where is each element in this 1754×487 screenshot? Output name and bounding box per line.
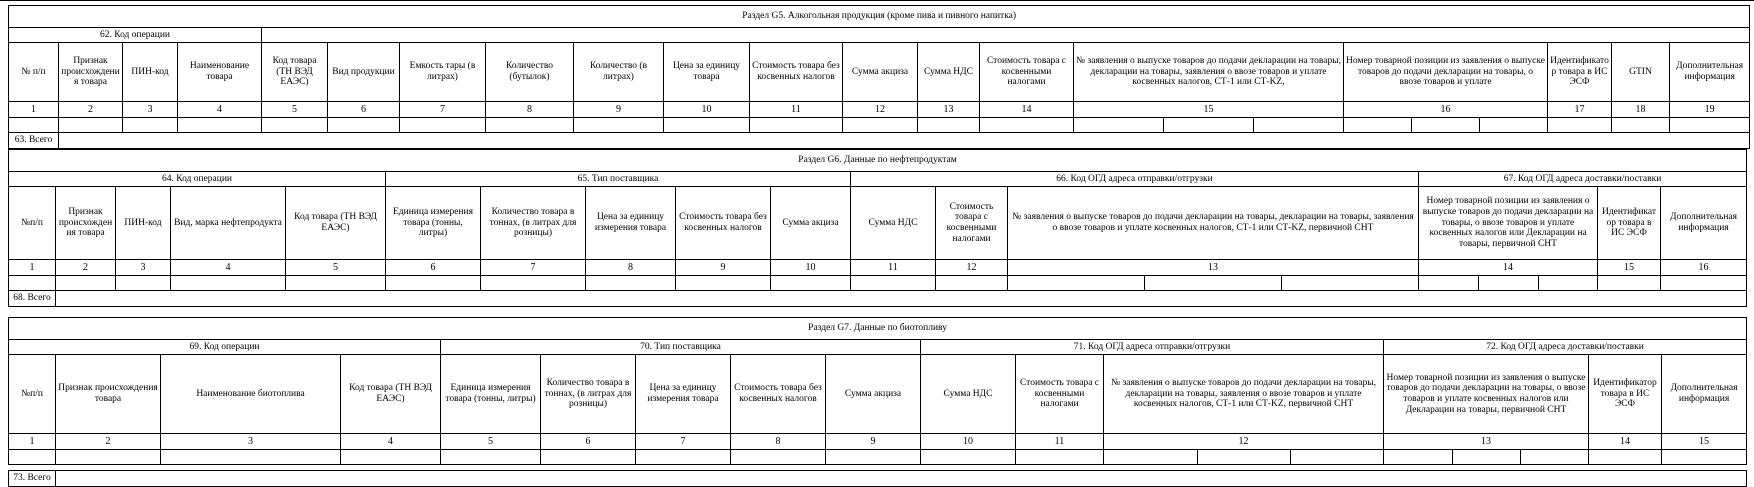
g5-total-value <box>59 133 1750 149</box>
form-sheet <box>0 5 1754 487</box>
section-gap <box>8 307 1746 317</box>
g6-column-number: 5 <box>286 260 386 276</box>
g5-data-cell <box>1074 118 1164 133</box>
g7-column-header: Наименование биотоплива <box>161 355 341 434</box>
g5-data-cell <box>1548 118 1612 133</box>
g5-data-cell <box>1412 118 1480 133</box>
g5-title-row <box>9 6 1750 28</box>
g6-column-header: Единица измерения товара (тонны, литры) <box>386 187 481 260</box>
g6-data-cell <box>1539 276 1598 291</box>
g7-column-number: 7 <box>636 434 731 450</box>
g7-column-header: № заявления о выпуске товаров до подачи декларации на товары, декларации на товары, заявления о ввозе товаров и уплате косвенных налогов, СТ-1 или СТ-KZ, первичной СНТ <box>1104 355 1384 434</box>
g7-supplier-type-label: 70. Тип поставщика <box>441 340 921 355</box>
g5-column-number: 4 <box>178 102 262 118</box>
g5-column-number: 12 <box>843 102 918 118</box>
g6-column-header: Вид, марка нефтепродукта <box>171 187 286 260</box>
g7-title-row <box>9 318 1747 340</box>
g7-operation-code-label: 69. Код операции <box>9 340 441 355</box>
g5-column-header: № заявления о выпуске товаров до подачи декларации на товары, декларации на товары, заявления о ввозе товаров и уплате косвенных налогов, СТ-1 или СТ-KZ, <box>1074 43 1344 102</box>
g5-data-cell <box>750 118 843 133</box>
g6-column-header: Стоимость товара с косвенными налогами <box>936 187 1008 260</box>
g6-total-value <box>56 291 1747 307</box>
g7-data-cell <box>731 450 826 465</box>
g6-column-header: Сумма акциза <box>771 187 851 260</box>
g6-column-header: Дополнительная информация <box>1661 187 1747 260</box>
g7-data-cell <box>1589 450 1662 465</box>
g7-data-cell <box>541 450 636 465</box>
g5-column-number: 10 <box>664 102 750 118</box>
g6-column-number: 2 <box>56 260 116 276</box>
g5-column-header: Емкость тары (в литрах) <box>400 43 486 102</box>
g6-data-cell <box>9 276 56 291</box>
g5-column-number: 8 <box>486 102 574 118</box>
g7-data-cell <box>341 450 441 465</box>
g7-column-header: Сумма акциза <box>826 355 921 434</box>
g6-delivery-ogd-label: 67. Код ОГД адреса доставки/поставки <box>1419 172 1747 187</box>
g5-column-number: 1 <box>9 102 59 118</box>
g7-data-cell <box>1662 450 1747 465</box>
g7-column-number: 9 <box>826 434 921 450</box>
g5-column-header: GTIN <box>1612 43 1670 102</box>
g6-column-header: Сумма НДС <box>851 187 936 260</box>
g7-column-number: 3 <box>161 434 341 450</box>
g5-data-cell <box>262 118 328 133</box>
g6-column-number: 16 <box>1661 260 1747 276</box>
g7-total-label: 73. Всего <box>9 471 56 487</box>
g7-delivery-ogd-label: 72. Код ОГД адреса доставки/поставки <box>1384 340 1747 355</box>
g7-column-header: Признак происхождения товара <box>56 355 161 434</box>
g7-column-number: 1 <box>9 434 56 450</box>
g7-column-header: Номер товарной позиции из заявления о выпуске товаров до подачи декларации на товары, о ввозе товаров и уплате косвенных налогов или Декларации на товары, первичной СНТ <box>1384 355 1589 434</box>
g5-total-label: 63. Всего <box>9 133 59 149</box>
g5-data-cell <box>918 118 980 133</box>
g7-labels-row <box>9 340 1747 355</box>
g5-data-cell <box>178 118 262 133</box>
g7-column-number: 5 <box>441 434 541 450</box>
g7-data-cell <box>826 450 921 465</box>
g5-column-number: 11 <box>750 102 843 118</box>
g5-header-row <box>9 43 1750 102</box>
g6-data-cell <box>1419 276 1479 291</box>
g5-column-header: Идентификатор товара в ИС ЭСФ <box>1548 43 1612 102</box>
g6-column-number: 11 <box>851 260 936 276</box>
g6-column-number: 8 <box>586 260 676 276</box>
g6-column-number: 6 <box>386 260 481 276</box>
g7-column-number: 15 <box>1662 434 1747 450</box>
g7-column-header: Сумма НДС <box>921 355 1016 434</box>
g6-column-number: 1 <box>9 260 56 276</box>
g6-column-header: Цена за единицу измерения товара <box>586 187 676 260</box>
g7-column-number: 4 <box>341 434 441 450</box>
g5-data-cell <box>574 118 664 133</box>
g7-header-row <box>9 355 1747 434</box>
g5-column-header: Признак происхождения товара <box>59 43 123 102</box>
g6-data-cell <box>481 276 586 291</box>
g5-column-header: Количество (бутылок) <box>486 43 574 102</box>
g5-column-header: Сумма НДС <box>918 43 980 102</box>
g6-column-number: 7 <box>481 260 586 276</box>
g5-data-cell <box>664 118 750 133</box>
g6-column-header: Код товара (ТН ВЭД ЕАЭС) <box>286 187 386 260</box>
g6-column-number: 3 <box>116 260 171 276</box>
g5-column-number: 18 <box>1612 102 1670 118</box>
g5-column-header: Наименование товара <box>178 43 262 102</box>
g5-data-cell <box>843 118 918 133</box>
g7-total-row <box>9 471 1747 487</box>
g6-data-cell <box>771 276 851 291</box>
g5-column-number: 3 <box>123 102 178 118</box>
g6-data-cell <box>586 276 676 291</box>
g5-data-cell <box>1254 118 1344 133</box>
g5-data-cell <box>1344 118 1412 133</box>
g5-section-title: Раздел G5. Алкогольная продукция (кроме пива и пивного напитка) <box>9 6 1750 28</box>
g5-column-number: 16 <box>1344 102 1548 118</box>
g7-data-cell <box>56 450 161 465</box>
g7-empty-data-row <box>9 450 1747 465</box>
g6-data-cell <box>1008 276 1145 291</box>
g5-column-header: Стоимость товара с косвенными налогами <box>980 43 1074 102</box>
g7-column-number: 6 <box>541 434 636 450</box>
g6-data-cell <box>676 276 771 291</box>
g5-data-cell <box>1612 118 1670 133</box>
g7-column-header: Единица измерения товара (тонны, литры) <box>441 355 541 434</box>
g5-column-header: Количество (в литрах) <box>574 43 664 102</box>
g5-column-header: ПИН-код <box>123 43 178 102</box>
g6-section-title: Раздел G6. Данные по нефтепродуктам <box>9 150 1747 172</box>
g5-column-header: № п/п <box>9 43 59 102</box>
g6-title-row <box>9 150 1747 172</box>
g7-column-header: Цена за единицу измерения товара <box>636 355 731 434</box>
g5-operation-code-value <box>262 28 1750 43</box>
g7-column-number: 10 <box>921 434 1016 450</box>
g5-total-row <box>9 133 1750 149</box>
g5-data-cell <box>400 118 486 133</box>
g5-data-cell <box>328 118 400 133</box>
g5-data-cell <box>980 118 1074 133</box>
g6-column-number: 12 <box>936 260 1008 276</box>
g6-column-number: 10 <box>771 260 851 276</box>
g7-column-number-row <box>9 434 1747 450</box>
g7-data-cell <box>921 450 1016 465</box>
g5-data-cell <box>1164 118 1254 133</box>
g6-column-number: 14 <box>1419 260 1598 276</box>
section-g7-table <box>8 317 1747 465</box>
g6-operation-code-label: 64. Код операции <box>9 172 386 187</box>
g6-total-label: 68. Всего <box>9 291 56 307</box>
g5-column-number: 5 <box>262 102 328 118</box>
g6-total-row <box>9 291 1747 307</box>
g7-column-number: 14 <box>1589 434 1662 450</box>
g5-column-number: 14 <box>980 102 1074 118</box>
g6-column-header: №п/п <box>9 187 56 260</box>
g7-data-cell <box>441 450 541 465</box>
g6-ship-from-ogd-label: 66. Код ОГД адреса отправки/отгрузки <box>851 172 1419 187</box>
g6-data-cell <box>286 276 386 291</box>
g7-column-header: Идентификатор товара в ИС ЭСФ <box>1589 355 1662 434</box>
g5-column-number: 13 <box>918 102 980 118</box>
g7-ship-from-ogd-label: 71. Код ОГД адреса отправки/отгрузки <box>921 340 1384 355</box>
g5-column-number: 15 <box>1074 102 1344 118</box>
g7-column-header: Дополнительная информация <box>1662 355 1747 434</box>
g6-column-header: Стоимость товара без косвенных налогов <box>676 187 771 260</box>
g7-column-header: Стоимость товара без косвенных налогов <box>731 355 826 434</box>
g7-data-cell <box>1384 450 1453 465</box>
g6-column-number: 15 <box>1598 260 1661 276</box>
g7-data-cell <box>161 450 341 465</box>
g6-column-number: 9 <box>676 260 771 276</box>
g5-column-number: 9 <box>574 102 664 118</box>
g5-column-header: Вид продукции <box>328 43 400 102</box>
g5-data-cell <box>59 118 123 133</box>
g5-empty-data-row <box>9 118 1750 133</box>
g5-data-cell <box>1480 118 1548 133</box>
g5-data-cell <box>1670 118 1750 133</box>
g7-column-header: Код товара (ТН ВЭД ЕАЭС) <box>341 355 441 434</box>
g7-data-cell <box>9 450 56 465</box>
g7-data-cell <box>1104 450 1198 465</box>
g6-empty-data-row <box>9 276 1747 291</box>
g5-column-header: Дополнительная информация <box>1670 43 1750 102</box>
g6-labels-row <box>9 172 1747 187</box>
g5-column-number: 17 <box>1548 102 1612 118</box>
g6-column-number-row <box>9 260 1747 276</box>
g6-data-cell <box>171 276 286 291</box>
g5-data-cell <box>123 118 178 133</box>
g7-data-cell <box>1521 450 1589 465</box>
g7-column-number: 11 <box>1016 434 1104 450</box>
g5-column-number-row <box>9 102 1750 118</box>
g5-column-number: 2 <box>59 102 123 118</box>
g6-data-cell <box>386 276 481 291</box>
g5-data-cell <box>486 118 574 133</box>
g7-column-number: 8 <box>731 434 826 450</box>
g6-data-cell <box>936 276 1008 291</box>
g5-column-number: 6 <box>328 102 400 118</box>
g6-data-cell <box>1145 276 1282 291</box>
g6-column-header: Признак происхождения товара <box>56 187 116 260</box>
g7-data-cell <box>1198 450 1291 465</box>
g5-operation-code-label: 62. Код операции <box>9 28 262 43</box>
g6-data-cell <box>1598 276 1661 291</box>
g7-data-cell <box>1291 450 1384 465</box>
g5-column-header: Код товара (ТН ВЭД ЕАЭС) <box>262 43 328 102</box>
g5-operation-code-row <box>9 28 1750 43</box>
g6-column-number: 4 <box>171 260 286 276</box>
g7-data-cell <box>1016 450 1104 465</box>
g7-total-value <box>56 471 1747 487</box>
g6-data-cell <box>1479 276 1539 291</box>
g5-column-header: Стоимость товара без косвенных налогов <box>750 43 843 102</box>
g5-column-number: 7 <box>400 102 486 118</box>
g7-total-table <box>8 470 1747 487</box>
g5-column-header: Сумма акциза <box>843 43 918 102</box>
g7-data-cell <box>1453 450 1521 465</box>
g6-column-header: Идентификатор товара в ИС ЭСФ <box>1598 187 1661 260</box>
g5-data-cell <box>9 118 59 133</box>
g7-column-number: 12 <box>1104 434 1384 450</box>
g6-data-cell <box>1661 276 1747 291</box>
g6-supplier-type-label: 65. Тип поставщика <box>386 172 851 187</box>
g6-column-number: 13 <box>1008 260 1419 276</box>
g6-data-cell <box>1282 276 1419 291</box>
section-g6-table <box>8 149 1747 307</box>
g7-column-header: №п/п <box>9 355 56 434</box>
g6-column-header: ПИН-код <box>116 187 171 260</box>
g7-column-number: 13 <box>1384 434 1589 450</box>
g7-data-cell <box>636 450 731 465</box>
g6-column-header: Количество товара в тоннах, (в литрах для розницы) <box>481 187 586 260</box>
g7-column-number: 2 <box>56 434 161 450</box>
g6-column-header: Номер товарной позиции из заявления о выпуске товаров до подачи декларации на товары, о ввозе товаров и уплате косвенных налогов или Декларации на товары, первичной СНТ <box>1419 187 1598 260</box>
g6-data-cell <box>116 276 171 291</box>
g7-section-title: Раздел G7. Данные по биотопливу <box>9 318 1747 340</box>
g6-data-cell <box>851 276 936 291</box>
g5-column-header: Номер товарной позиции из заявления о выпуске товаров до подачи декларации на товары, о ввозе товаров и уплате <box>1344 43 1548 102</box>
g6-data-cell <box>56 276 116 291</box>
g5-column-header: Цена за единицу товара <box>664 43 750 102</box>
g7-column-header: Стоимость товара с косвенными налогами <box>1016 355 1104 434</box>
g6-header-row <box>9 187 1747 260</box>
g5-column-number: 19 <box>1670 102 1750 118</box>
g6-column-header: № заявления о выпуске товаров до подачи декларации на товары, декларации на товары, заявления о ввозе товаров и уплате косвенных налогов, СТ-1 или СТ-KZ, первичной СНТ <box>1008 187 1419 260</box>
g7-column-header: Количество товара в тоннах, (в литрах для розницы) <box>541 355 636 434</box>
section-g5-table <box>8 5 1750 149</box>
